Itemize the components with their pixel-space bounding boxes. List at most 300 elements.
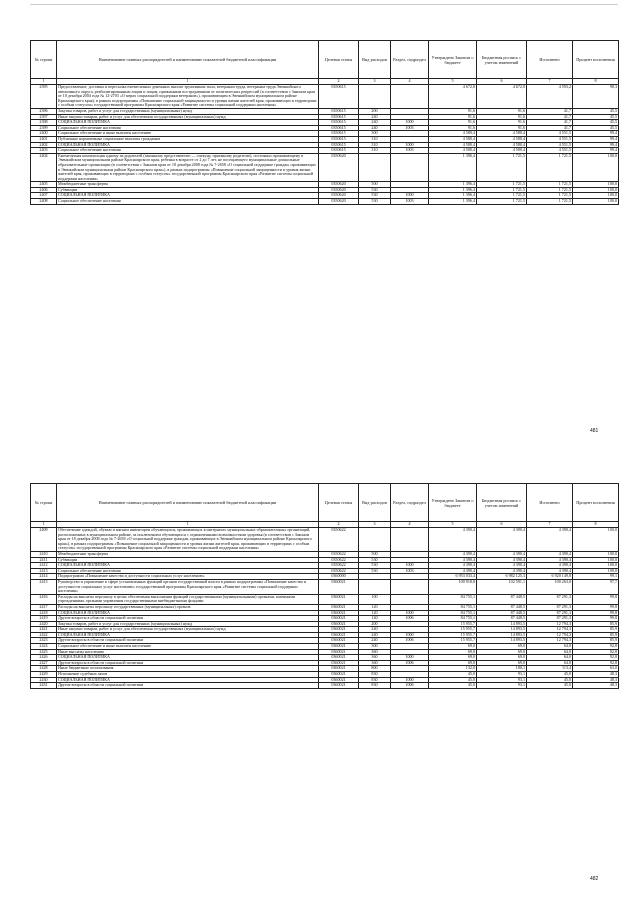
row-section: 1000 [391,610,429,616]
row-executed: 4 390,4 [527,551,573,557]
row-section: 1000 [391,677,429,683]
header-executed: Исполнено [527,484,573,522]
row-approved: 4 580,4 [429,136,477,142]
row-target-article: 0350615 [319,114,359,120]
row-name: Руководство и управление в сфере установленных функций органов государственной власти в рамках подпрограммы «Повышение качества и доступности социальных услуг населению» государственной программы Красноярского края «Развитие системы социальной поддержки населения» [57,579,319,594]
row-name: Предоставление, доставка и пересылка ежемесячных денежных выплат труженикам тыла, ветеранам труда, ветеранам труда Эвенкийского автономного округа, реабилитированным лицам и лицам, признанным пострадавшими от политических репрессий (в соответствии с Законом края от 10 декабря 2004 года № 12-2703 «О мерах социальной поддержки ветеранов»), проживающим в Эвенкийском муниципальном районе Красноярского края), в рамках подпрограммы «Повышение социальной защищенности и уровня жизни жителей края, проживающих в территориях с особым статусом» государственной программы Красноярского края «Развитие системы социальной поддержки населения» [58,84,317,108]
row-percent: 100,0 [573,551,619,557]
header-approved: Утверждено Законом о бюджете [429,41,477,79]
row-approved: 1 396,4 [429,193,477,199]
header-name: Наименование главных распорядителей и наименование показателей бюджетной классификации [57,484,319,522]
row-expense-type: 830 [359,672,391,678]
row-percent: 100,0 [573,187,619,193]
row-executed: 41,7 [527,120,573,126]
row-approved: 1 396,4 [429,153,477,182]
row-target-article: 0360021 [319,666,359,672]
row-section: 1000 [391,563,429,569]
row-target-article: 0350622 [319,551,359,557]
row-approved: 91,6 [429,120,477,126]
header-name: Наименование главных распорядителей и наименование показателей бюджетной классификации [57,41,319,79]
row-target-article: 0350615 [319,136,359,142]
row-number: 2408 [31,199,57,205]
row-number: 2412 [31,563,57,569]
row-approved: 132,0 [429,666,477,672]
row-section [391,594,429,604]
row-section: 1003 [391,148,429,154]
row-percent: 45,5 [573,108,619,114]
row-number: 2431 [31,683,57,689]
row-name: СОЦИАЛЬНАЯ ПОЛИТИКА [57,142,319,148]
row-expense-type: 530 [359,563,391,569]
row-name: Социальное обеспечение населения [57,199,319,205]
row-target-article: 0360021 [319,594,359,604]
header-expense-type: Вид расходов [359,41,391,79]
row-expense-type: 240 [359,125,391,131]
row-budget-list: 87 448,5 [477,610,527,616]
row-target-article: 0350620 [319,199,359,205]
row-expense-type: 310 [359,136,391,142]
row-budget-list: 4 390,4 [477,528,527,552]
row-executed: 12 794,3 [527,638,573,644]
row-executed: 41,7 [527,125,573,131]
row-percent: 48,3 [573,683,619,689]
column-number: 4 [391,79,429,85]
row-approved: 69,0 [429,644,477,650]
row-expense-type: 100 [359,594,391,604]
row-approved: 84 755,1 [429,616,477,622]
row-number: 2425 [31,649,57,655]
row-executed: 41,7 [527,114,573,120]
row-percent: 100,0 [573,153,619,182]
row-name: Другие вопросы в области социальной политики [57,683,319,689]
column-number: 8 [573,522,619,528]
row-number: 2396 [31,108,57,114]
row-target-article: 0350620 [319,187,359,193]
header-section: Раздел, подраздел [391,484,429,522]
row-budget-list: 91,6 [477,114,527,120]
header-percent: Процент исполнения [573,484,619,522]
row-number: 2401 [31,136,57,142]
row-number: 2411 [31,557,57,563]
row-percent: 92,8 [573,660,619,666]
row-expense-type: 240 [359,632,391,638]
row-name: Иные бюджетные ассигнования [57,666,319,672]
row-percent: 63,0 [573,666,619,672]
row-percent: 99,4 [573,131,619,137]
row-approved: 45,0 [429,683,477,689]
row-number: 2413 [31,568,57,574]
row-expense-type: 240 [359,114,391,120]
row-approved: 1 396,4 [429,187,477,193]
row-number: 2399 [31,125,57,131]
page-number: 481 [590,428,599,434]
row-percent: 85,9 [573,627,619,633]
row-target-article: 0350622 [319,568,359,574]
row-budget-list: 1 721,5 [477,193,527,199]
row-target-article: 0360021 [319,655,359,661]
row-budget-list: 93,1 [477,677,527,683]
row-executed: 4 551,5 [527,136,573,142]
row-approved: 15 955,7 [429,621,477,627]
row-percent: 99,8 [573,604,619,610]
row-percent: 100,0 [573,563,619,569]
row-percent: 100,0 [573,182,619,188]
row-budget-list: 1 721,5 [477,187,527,193]
column-number: 1 [31,522,57,528]
row-percent: 98,3 [573,85,619,109]
row-executed: 12 794,3 [527,632,573,638]
row-target-article: 0350620 [319,153,359,182]
row-percent: 85,9 [573,632,619,638]
column-number: 6 [477,79,527,85]
row-percent: 45,5 [573,120,619,126]
row-expense-type: 500 [359,551,391,557]
row-expense-type: 120 [359,610,391,616]
header-row-number: № строки [31,41,57,79]
row-budget-list: 4 672,0 [477,85,527,109]
row-target-article: 0360021 [319,644,359,650]
row-number: 2417 [31,604,57,610]
page-number: 482 [590,876,599,882]
row-budget-list: 4 580,4 [477,131,527,137]
row-executed: 1 721,5 [527,187,573,193]
row-section: 1006 [391,638,429,644]
row-number: 2410 [31,551,57,557]
row-percent: 45,5 [573,125,619,131]
row-name: Другие вопросы в области социальной политики [57,638,319,644]
row-budget-list: 93,1 [477,683,527,689]
row-expense-type: 310 [359,142,391,148]
row-expense-type: 360 [359,649,391,655]
row-executed: 87 291,3 [527,610,573,616]
row-percent: 45,5 [573,114,619,120]
header-target-article: Целевая статья [319,41,359,79]
row-section: 1006 [391,683,429,689]
row-executed: 45,0 [527,683,573,689]
row-expense-type: 300 [359,131,391,137]
row-percent: 100,0 [573,199,619,205]
column-number: 7 [527,79,573,85]
row-expense-type [359,579,391,594]
row-budget-list: 91,6 [477,125,527,131]
row-executed: 64,0 [527,660,573,666]
header-row-number: № строки [31,484,57,522]
header-budget-list: Бюджетная роспись с учетом изменений [477,484,527,522]
row-budget-list: 4 390,4 [477,551,527,557]
row-target-article: 0360021 [319,660,359,666]
row-number: 2415 [31,579,57,594]
row-target-article: 0360021 [319,683,359,689]
row-executed: 4 390,4 [527,568,573,574]
row-name: Социальное обеспечение населения [57,148,319,154]
row-expense-type: 360 [359,660,391,666]
row-target-article: 0350615 [319,120,359,126]
row-percent: 48,3 [573,677,619,683]
row-number: 2406 [31,187,57,193]
row-name: Исполнение судебных актов [57,672,319,678]
row-section: 1006 [391,616,429,622]
row-target-article: 0350620 [319,182,359,188]
row-approved: 91,6 [429,108,477,114]
row-approved: 45,0 [429,672,477,678]
row-executed: 87 291,3 [527,604,573,610]
row-target-article: 0350615 [319,142,359,148]
row-executed: 64,0 [527,644,573,650]
row-section: 1006 [391,660,429,666]
row-number: 2418 [31,610,57,616]
row-approved: 4 672,0 [429,85,477,109]
row-approved: 84 755,1 [429,604,477,610]
row-number: 2404 [31,153,57,182]
row-budget-list: 1 721,5 [477,199,527,205]
row-section: 1003 [391,568,429,574]
row-executed: 41,7 [527,108,573,114]
row-percent: 48,3 [573,672,619,678]
row-number: 2402 [31,142,57,148]
header-executed: Исполнено [527,41,573,79]
row-target-article: 0350615 [319,131,359,137]
row-budget-list: 14 893,5 [477,621,527,627]
row-section: 1000 [391,120,429,126]
column-number: 1 [57,522,319,528]
row-budget-list: 4 580,4 [477,136,527,142]
column-number: 6 [477,522,527,528]
row-percent: 100,0 [573,568,619,574]
row-target-article: 0360021 [319,610,359,616]
header-target-article: Целевая статья [319,484,359,522]
row-name: Расходы на выплаты персоналу в целях обеспечения выполнения функций государственными (муниципальными) органами, казенными учреждениями, органами управления государственными внебюджетными фондами [57,594,319,604]
row-target-article: 0350622 [319,563,359,569]
row-executed: 1 721,5 [527,199,573,205]
row-budget-list: 102 591,1 [477,579,527,594]
row-number: 2398 [31,120,57,126]
row-target-article: 0350615 [319,108,359,114]
row-executed: 1 721,5 [527,182,573,188]
row-number: 2397 [31,114,57,120]
table-row [31,85,619,109]
row-executed: 1 721,5 [527,153,573,182]
row-executed: 64,0 [527,655,573,661]
row-percent: 97,7 [573,579,619,594]
row-approved: 69,0 [429,655,477,661]
row-name: Межбюджетные трансферты [57,551,319,557]
row-budget-list: 14 893,5 [477,627,527,633]
column-number: 1 [57,79,319,85]
header-section: Раздел, подраздел [391,41,429,79]
row-executed: 4 390,4 [527,563,573,569]
row-expense-type: 200 [359,108,391,114]
row-approved: 84 755,1 [429,610,477,616]
row-approved: 15 955,7 [429,638,477,644]
row-name: СОЦИАЛЬНАЯ ПОЛИТИКА [57,563,319,569]
row-executed: 45,0 [527,672,573,678]
row-target-article: 0360021 [319,616,359,622]
row-expense-type: 310 [359,148,391,154]
row-name: СОЦИАЛЬНАЯ ПОЛИТИКА [57,120,319,126]
row-approved: 91,6 [429,125,477,131]
row-budget-list: 6 982 125,3 [477,574,527,580]
row-approved: 84 755,1 [429,594,477,604]
table-row [31,594,619,604]
row-target-article: 0360021 [319,638,359,644]
row-expense-type: 240 [359,120,391,126]
row-approved: 4 390,4 [429,557,477,563]
row-target-article: 0360021 [319,621,359,627]
row-section: 1003 [391,199,429,205]
row-expense-type: 500 [359,182,391,188]
top-edge-rule [30,4,618,5]
row-target-article: 0360021 [319,627,359,633]
row-section: 1000 [391,655,429,661]
row-target-article: 0350622 [319,557,359,563]
row-section: 1003 [391,125,429,131]
row-number: 2416 [31,594,57,604]
row-expense-type: 120 [359,616,391,622]
row-executed: 12 794,3 [527,621,573,627]
row-name: Публичные нормативные социальные выплаты гражданам [57,136,319,142]
column-number: 2 [319,79,359,85]
row-budget-list: 4 390,4 [477,557,527,563]
row-name: Обеспечение одеждой, обувью и мягким инвентарем обучающихся, проживающих в интернатах муниципальных образовательных организаций, расположенных в муниципальном районе, за исключением обучающихся с ограниченными возможностями здоровья (в соответствии с Законом края от 18 декабря 2008 года № 7-2658 «О социальной поддержке граждан, проживающих в Эвенкийском муниципальном районе Красноярского края»), в рамках подпрограммы «Повышение социальной защищенности и уровня жизни жителей края, проживающих в территориях с особым статусом» государственной программы Красноярского края «Развитие системы социальной поддержки населения» [57,528,319,552]
row-expense-type [359,153,391,182]
row-approved: 4 580,4 [429,131,477,137]
row-percent: 100,0 [573,557,619,563]
header-approved: Утверждено Законом о бюджете [429,484,477,522]
row-expense-type: 200 [359,621,391,627]
column-number: 5 [429,79,477,85]
row-executed: 64,0 [527,649,573,655]
row-budget-list: 180,1 [477,666,527,672]
row-name: СОЦИАЛЬНАЯ ПОЛИТИКА [57,632,319,638]
row-target-article: 0360021 [319,632,359,638]
row-approved: 4 390,4 [429,563,477,569]
row-percent: 99,8 [573,594,619,604]
row-expense-type: 530 [359,187,391,193]
row-budget-list: 14 893,5 [477,632,527,638]
row-executed: 4 551,5 [527,131,573,137]
column-number: 3 [359,522,391,528]
column-number: 4 [391,522,429,528]
row-expense-type: 300 [359,644,391,650]
row-number: 2423 [31,638,57,644]
table-body [31,528,619,689]
row-executed: 45,0 [527,677,573,683]
row-section: 1000 [391,193,429,199]
row-budget-list: 69,0 [477,655,527,661]
row-number: 2405 [31,182,57,188]
column-number: 8 [573,79,619,85]
budget-table-page-2 [30,483,619,689]
row-approved: 4 390,4 [429,528,477,552]
row-budget-list: 4 390,4 [477,563,527,569]
row-section [391,528,429,552]
row-section [391,579,429,594]
row-executed: 4 390,4 [527,528,573,552]
row-percent: 92,8 [573,644,619,650]
row-expense-type: 530 [359,193,391,199]
row-percent: 100,0 [573,528,619,552]
row-executed: 12 794,3 [527,627,573,633]
row-percent: 92,8 [573,649,619,655]
row-number: 2429 [31,672,57,678]
row-expense-type: 830 [359,683,391,689]
row-number: 2426 [31,655,57,661]
row-name: Социальное обеспечение населения [57,125,319,131]
row-name: Иные выплаты населению [57,649,319,655]
row-approved: 15 955,7 [429,627,477,633]
row-number: 2424 [31,644,57,650]
row-expense-type: 120 [359,604,391,610]
row-approved: 4 390,4 [429,568,477,574]
row-executed: 4 551,5 [527,148,573,154]
column-number: 2 [319,522,359,528]
table-row [31,683,619,689]
table-row [31,199,619,205]
row-number: 2400 [31,131,57,137]
row-expense-type: 530 [359,557,391,563]
table-row [31,153,619,182]
row-approved: 100 918,8 [429,579,477,594]
row-executed: 87 291,3 [527,616,573,622]
row-name: Иные закупки товаров, работ и услуг для обеспечения государственных (муниципальных) нужд [57,114,319,120]
row-executed: 1 721,5 [527,193,573,199]
row-budget-list: 4 580,4 [477,148,527,154]
row-name: Другие вопросы в области социальной политики [57,616,319,622]
row-expense-type: 240 [359,627,391,633]
row-percent: 99,4 [573,142,619,148]
row-name: СОЦИАЛЬНАЯ ПОЛИТИКА [57,677,319,683]
row-target-article: 0350615 [319,125,359,131]
row-expense-type: 800 [359,666,391,672]
row-name: СОЦИАЛЬНАЯ ПОЛИТИКА [57,655,319,661]
row-number: 2419 [31,616,57,622]
row-target-article: 0350615 [319,148,359,154]
row-number: 2407 [31,193,57,199]
row-name: Социальное обеспечение и иные выплаты населению [57,131,319,137]
row-budget-list: 69,0 [477,649,527,655]
column-number: 5 [429,522,477,528]
row-expense-type: 240 [359,638,391,644]
row-number: 2430 [31,677,57,683]
row-number: 2421 [31,627,57,633]
row-target-article: 0360021 [319,677,359,683]
row-approved: 1 396,4 [429,182,477,188]
row-executed: 100 263,0 [527,579,573,594]
row-percent: 100,0 [573,193,619,199]
table-row [31,579,619,594]
row-executed: 4 551,5 [527,142,573,148]
row-name: Другие вопросы в области социальной политики [57,660,319,666]
row-budget-list: 87 448,5 [477,604,527,610]
row-expense-type [359,85,391,109]
row-section: 1000 [391,142,429,148]
row-approved: 1 396,4 [429,199,477,205]
row-number: 2422 [31,632,57,638]
row-approved: 15 955,7 [429,632,477,638]
row-name: Иные закупки товаров, работ и услуг для обеспечения государственных (муниципальных) нужд [57,627,319,633]
row-budget-list: 87 448,5 [477,616,527,622]
table-row [31,528,619,552]
row-budget-list: 1 721,5 [477,153,527,182]
row-approved: 45,0 [429,677,477,683]
row-percent: 99,4 [573,148,619,154]
row-target-article: 0360021 [319,604,359,610]
row-expense-type [359,528,391,552]
row-name: СОЦИАЛЬНАЯ ПОЛИТИКА [57,193,319,199]
row-number: 2427 [31,660,57,666]
row-name: Социальное обеспечение населения [57,568,319,574]
row-percent: 92,8 [573,655,619,661]
